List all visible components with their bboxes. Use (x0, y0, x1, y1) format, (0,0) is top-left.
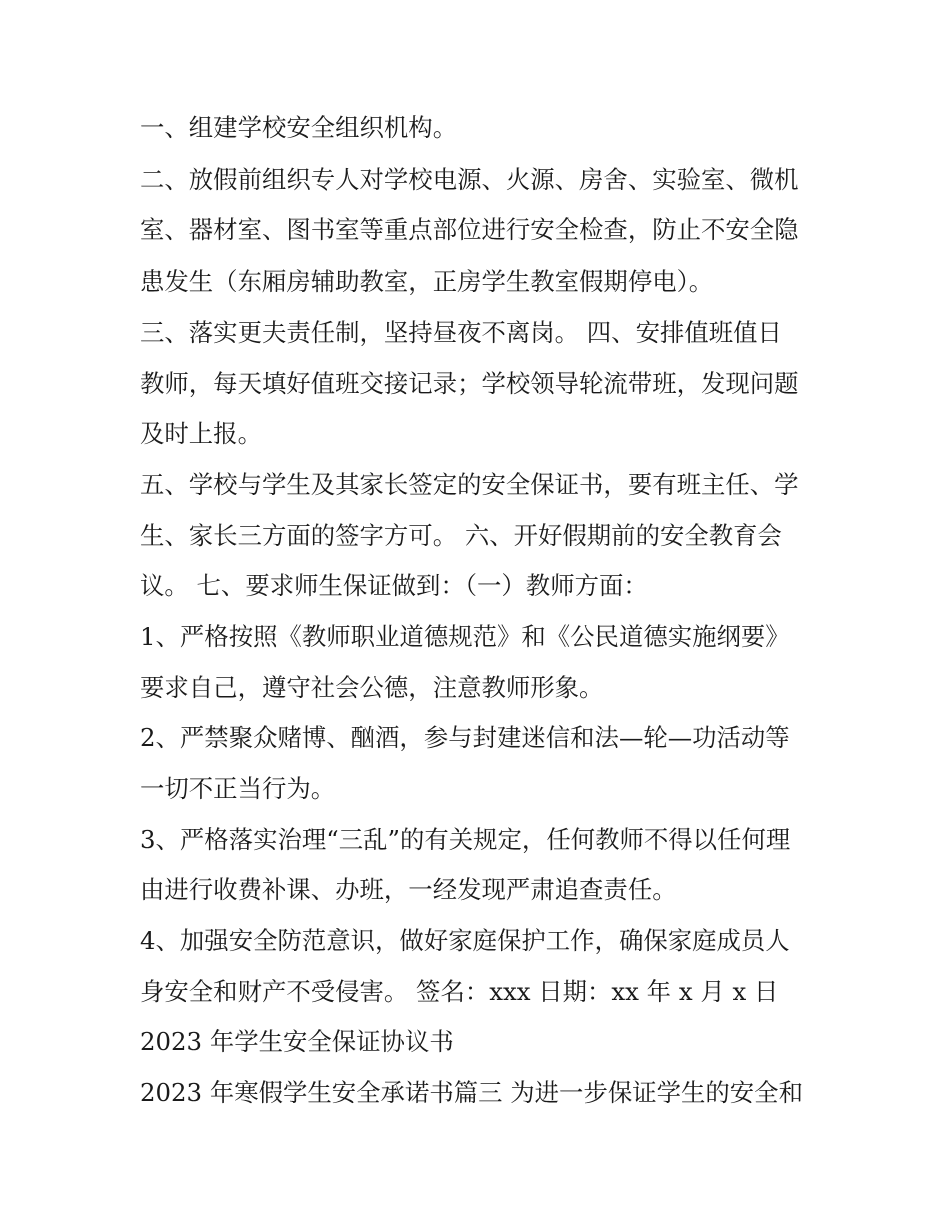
text-line: 三、落实更夫责任制，坚持昼夜不离岗。 四、安排值班值日 (140, 318, 782, 347)
text-line: 教师，每天填好值班交接记录；学校领导轮流带班，发现问题 (140, 369, 799, 398)
text-line: 患发生（东厢房辅助教室，正房学生教室假期停电）。 (140, 267, 714, 296)
text-line: 室、器材室、图书室等重点部位进行安全检查，防止不安全隐 (140, 215, 799, 244)
text-line: 4、加强安全防范意识，做好家庭保护工作，确保家庭成员人 (140, 926, 790, 955)
text-line: 身安全和财产不受侵害。 签名：xxx 日期：xx 年 x 月 x 日 (140, 977, 779, 1006)
text-line: 议。 七、要求师生保证做到：（一）教师方面： (140, 571, 648, 600)
text-line: 及时上报。 (140, 419, 262, 448)
text-line: 由进行收费补课、办班，一经发现严肃追查责任。 (140, 875, 677, 904)
text-line: 一切不正当行为。 (140, 774, 336, 803)
text-line: 要求自己，遵守社会公德，注意教师形象。 (140, 673, 604, 702)
text-line: 一、组建学校安全组织机构。 (140, 113, 458, 142)
document-heading: 2023 年学生安全保证协议书 (140, 1027, 454, 1056)
text-line: 3、严格落实治理“三乱”的有关规定，任何教师不得以任何理 (140, 825, 791, 854)
text-line: 二、放假前组织专人对学校电源、火源、房舍、实验室、微机 (140, 165, 799, 194)
text-line: 2023 年寒假学生安全承诺书篇三 为进一步保证学生的安全和 (140, 1078, 803, 1107)
text-line: 1、严格按照《教师职业道德规范》和《公民道德实施纲要》 (140, 622, 790, 651)
text-line: 五、学校与学生及其家长签定的安全保证书，要有班主任、学 (140, 470, 799, 499)
text-line: 2、严禁聚众赌博、酗酒，参与封建迷信和法—轮—功活动等 (140, 723, 790, 752)
text-line: 生、家长三方面的签字方可。 六、开好假期前的安全教育会 (140, 521, 782, 550)
